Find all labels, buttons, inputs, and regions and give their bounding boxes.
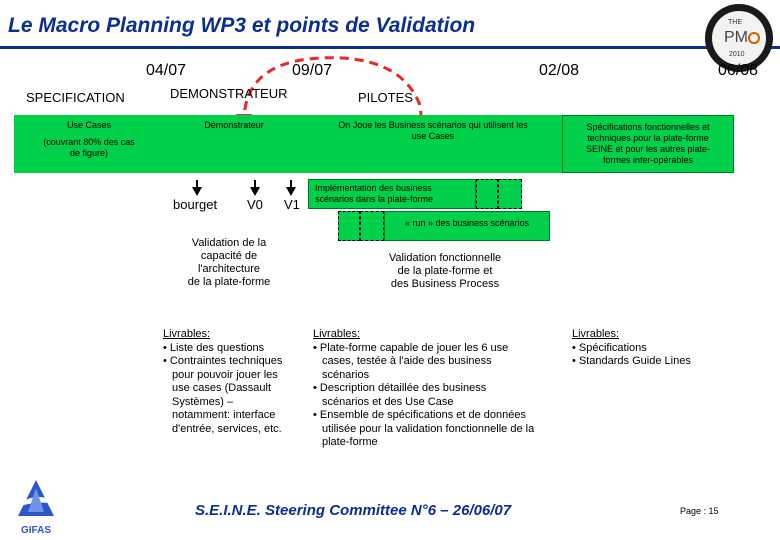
livrables2-l8: plate-forme	[322, 436, 378, 448]
logo-text-2: PM	[724, 29, 748, 46]
gifas-emblem-icon	[10, 478, 62, 520]
spec-box-line3: de figure)	[69, 148, 109, 158]
livrables3-l2: • Standards Guide Lines	[572, 355, 691, 367]
validation-fonc-line3: des Business Process	[390, 278, 500, 290]
validation-arch-line1: Validation de la	[191, 237, 267, 249]
validation-fonc-line2: de la plate-forme et	[397, 265, 493, 277]
final-box	[562, 115, 734, 173]
final-box-line4: formes inter-opérables	[602, 155, 694, 165]
livrables-pilotes	[313, 328, 563, 450]
logo-text-1: THE	[728, 19, 742, 26]
livrables2-l5: scénarios et des Use Case	[322, 395, 454, 408]
pilotes-box-line2: use Cases	[411, 131, 455, 141]
page-title: Le Macro Planning WP3 et points de Validation	[8, 14, 476, 37]
impl-dashed-block-1	[476, 179, 498, 209]
marker-v0: V0	[247, 197, 263, 212]
demo-box-text: Démonstrateur	[204, 120, 264, 130]
livrables2-l1: • Plate-forme capable de jouer les 6 use	[313, 341, 509, 354]
validation-arch-line3: l'architecture	[197, 263, 260, 275]
validation-architecture	[170, 237, 288, 289]
livrables3-title: Livrables:	[572, 328, 620, 340]
gifas-logo-text: GIFAS	[20, 525, 51, 536]
marker-v1-arrow-icon	[286, 187, 296, 196]
validation-arch-line2: capacité de	[200, 250, 258, 262]
gifas-logo	[10, 478, 62, 534]
impl-box	[308, 179, 476, 209]
spec-box-line2: (couvrant 80% des cas	[43, 137, 135, 147]
livrables2-l7: utilisée pour la validation fonctionnelle de la	[322, 422, 535, 435]
demo-box	[164, 115, 304, 173]
livrables1-title: Livrables:	[163, 328, 211, 340]
run-dashed-block-1	[338, 211, 360, 241]
pilotes-box-line1: On Joue les Business scénarios qui utilisent les	[338, 120, 528, 130]
date-2: 09/07	[292, 62, 333, 79]
livrables2-l6: • Ensemble de spécifications et de données	[313, 409, 526, 421]
livrables2-l4: • Description détaillée des business	[313, 382, 487, 394]
marker-bourget-arrow-icon	[192, 187, 202, 196]
livrables2-title: Livrables:	[313, 328, 361, 340]
title-underline	[0, 46, 780, 49]
run-box	[384, 211, 550, 241]
validation-fonc-line1: Validation fonctionnelle	[388, 252, 502, 264]
livrables-demonstrateur	[163, 328, 298, 436]
run-dashed-block-2	[360, 211, 384, 241]
impl-box-line1: Implémentation des business	[315, 183, 432, 193]
final-box-line3: SEINE et pour les autres plate-	[585, 144, 711, 154]
livrables1-l2: • Contraintes techniques	[163, 355, 283, 367]
livrables1-l5: Systèmes) –	[172, 395, 234, 408]
livrables3-l1: • Spécifications	[572, 341, 647, 354]
validation-fonctionnelle	[355, 252, 535, 291]
livrables-final	[572, 328, 742, 369]
impl-dashed-block-2	[498, 179, 522, 209]
phase-pilotes: PILOTES	[358, 90, 413, 105]
date-1: 04/07	[146, 62, 187, 79]
final-box-line1: Spécifications fonctionnelles et	[586, 122, 710, 132]
impl-box-line2: scénarios dans la plate-forme	[315, 194, 434, 204]
pilotes-box	[304, 115, 562, 173]
phase-demonstrateur: DEMONSTRATEUR	[170, 86, 288, 101]
livrables1-l1: • Liste des questions	[163, 341, 265, 354]
logo-text-3: 2010	[729, 51, 745, 58]
date-4: 06/08	[718, 62, 759, 79]
livrables1-l4: use cases (Dassault	[172, 382, 272, 394]
marker-bourget: bourget	[173, 197, 218, 212]
run-box-text: « run » des business scénarios	[404, 218, 530, 228]
footer-title: S.E.I.N.E. Steering Committee N°6 – 26/06/07	[195, 502, 512, 519]
marker-v0-arrow-icon	[250, 187, 260, 196]
livrables1-l7: d'entrée, services, etc.	[172, 422, 282, 435]
validation-arch-line4: de la plate-forme	[187, 276, 271, 288]
livrables2-l3: scénarios	[322, 368, 370, 381]
date-3: 02/08	[539, 62, 580, 79]
livrables2-l2: cases, testée à l'aide des business	[322, 355, 492, 367]
final-box-line2: techniques pour la plate-forme	[587, 133, 709, 143]
marker-v1: V1	[284, 197, 300, 212]
phase-specification: SPECIFICATION	[26, 90, 125, 105]
spec-box	[14, 115, 164, 173]
livrables1-l6: notamment: interface	[172, 409, 276, 421]
page-number: Page : 15	[680, 506, 719, 516]
livrables1-l3: pour pouvoir jouer les	[172, 368, 278, 381]
spec-box-line1: Use Cases	[66, 120, 111, 130]
